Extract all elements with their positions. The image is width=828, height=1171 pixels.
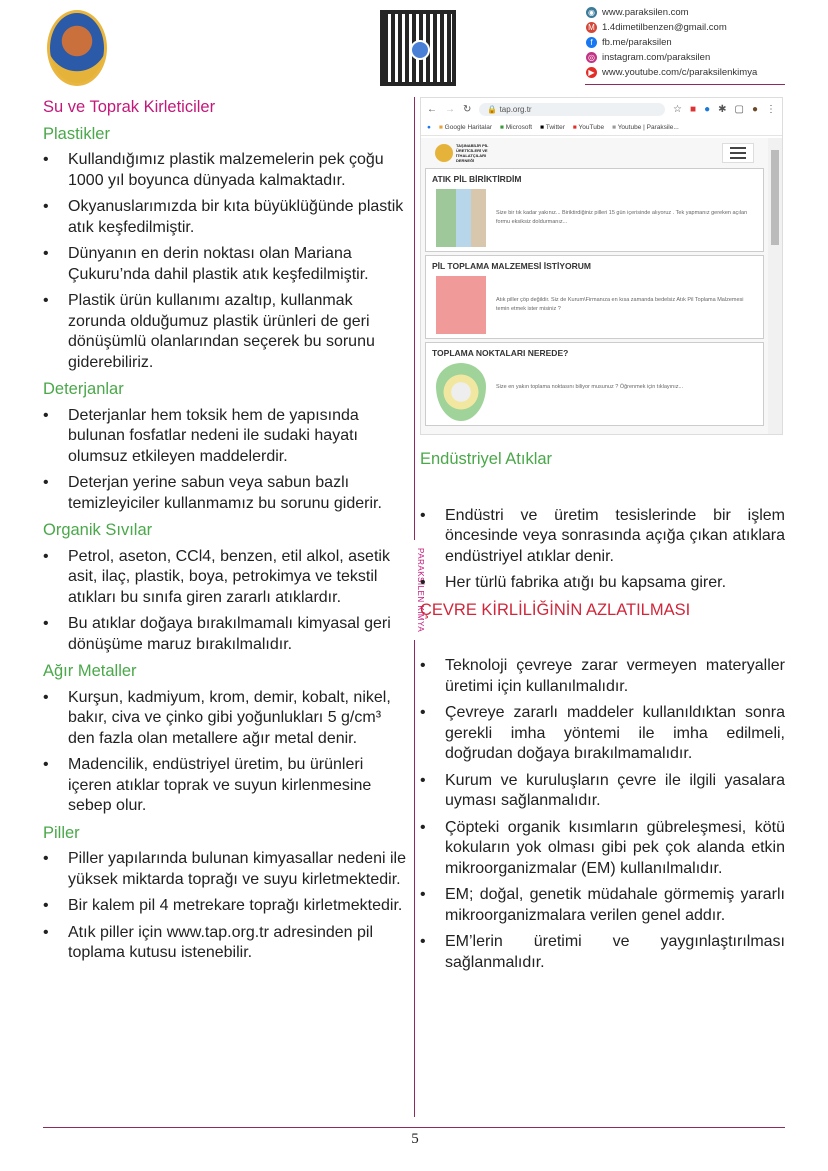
microsoft-icon: ■ <box>500 124 506 131</box>
list-item: • Deterjanlar hem toksik hem de yapısında bulunan fosfatlar nedeni ile sudaki hayatı olumsuz etkileyen maddelerdir. <box>43 406 410 468</box>
list-item: • Bu atıklar doğaya bırakılmamalı kimyasal geri dönüşüme maruz bırakılmalıdır. <box>43 614 410 655</box>
facebook-icon: f <box>586 37 597 48</box>
list-item: • Çöpteki organik kısımların gübreleşmesi, kötü kokuların yok olması gibi pek çok alanda etkin mikroorganizmalar (EM) kullanılmalıdır. <box>420 818 785 880</box>
bookmark-label: Twitter <box>545 124 565 131</box>
bookmarks-bar <box>421 120 782 136</box>
puzzle-icon[interactable]: ✱ <box>718 103 727 115</box>
contact-item[interactable] <box>586 65 757 80</box>
list-item: • Çevreye zararlı maddeler kullanıldıktan sonra gerekli imha yöntemi ile imha edilmeli, doğrudan doğaya bırakılmamalıdır. <box>420 703 785 765</box>
bookmark-item[interactable] <box>439 124 492 131</box>
right-column <box>420 445 785 979</box>
contact-item[interactable] <box>586 20 757 35</box>
url-text: tap.org.tr <box>499 104 532 114</box>
bookmark-item[interactable] <box>612 124 679 131</box>
bullet-list <box>43 547 410 656</box>
bullet-list <box>43 150 410 373</box>
tap-card[interactable] <box>425 255 764 339</box>
bullet-list <box>43 688 410 817</box>
bookmark-label: Google Haritalar <box>444 124 492 131</box>
list-item: • Kurşun, kadmiyum, krom, demir, kobalt, nikel, bakır, civa ve çinko gibi yoğunlukları 5 g/cm³ den fazla olan metallere ağır metal denir. <box>43 688 410 750</box>
bookmark-label: YouTube <box>578 124 605 131</box>
sidepanel-icon[interactable]: ▢ <box>734 103 744 115</box>
gmail-icon: M <box>586 22 597 33</box>
instagram-icon: ◎ <box>586 52 597 63</box>
section-heading: Organik Sıvılar <box>43 521 153 539</box>
web-icon: ◉ <box>586 7 597 18</box>
header-divider <box>585 84 785 85</box>
browser-toolbar <box>421 98 782 120</box>
tap-card[interactable] <box>425 168 764 252</box>
card-title: ATIK PİL BİRİKTİRDİM <box>432 174 522 184</box>
qr-code[interactable] <box>380 10 456 86</box>
bookmark-label: Youtube | Paraksile... <box>617 124 679 131</box>
maps-icon: ■ <box>438 124 445 131</box>
list-item: • EM; doğal, genetik müdahale görmemiş yararlı mikroorganizmalara verilen genel addır. <box>420 885 785 926</box>
bullet-list <box>43 849 410 964</box>
list-item: • Endüstri ve üretim tesislerinde bir işlem öncesinde veya sonrasında açığa çıkan atıklara endüstriyel atıklar denir. <box>420 506 785 568</box>
list-item: • Plastik ürün kullanımı azaltıp, kullanmak zorunda olduğumuz plastik ürünleri de geri dönüşümlü olanlarından seçerek bu sorunu giderebiliriz. <box>43 291 410 373</box>
contact-item[interactable] <box>586 50 757 65</box>
tap-logo: TAŞINABİLİR PİL ÜRETİCİLERİ VE İTHALATÇILARI DERNEĞİ <box>435 143 495 163</box>
list-item: • Okyanuslarımızda bir kıta büyüklüğünde plastik atık keşfedilmiştir. <box>43 197 410 238</box>
x-icon: ■ <box>540 124 546 131</box>
battery-illustration <box>436 189 486 247</box>
left-column <box>43 97 410 970</box>
scrollbar[interactable] <box>768 138 782 434</box>
more-icon[interactable]: ⋮ <box>766 103 776 115</box>
card-title: PİL TOPLAMA MALZEMESİ İSTİYORUM <box>432 261 591 271</box>
bookmark-item[interactable] <box>573 124 604 131</box>
section-heading: Deterjanlar <box>43 380 124 398</box>
page-icon: ■ <box>612 124 618 131</box>
section-heading-red: ÇEVRE KİRLİLİĞİNİN AZLATILMASI <box>420 600 691 619</box>
card-title: TOPLAMA NOKTALARI NEREDE? <box>432 348 569 358</box>
pdf-extension-icon[interactable]: ■ <box>690 103 697 115</box>
card-text: Atık piller çöp değildir. Siz de Kurum\Firmanıza en kısa zamanda bedelsiz Atık Pil Toplama Malzemesi temin etmek ister misiniz ? <box>496 297 744 312</box>
list-item: • Deterjan yerine sabun veya sabun bazlı temizleyiciler kullanmamız bu sorunu giderir. <box>43 473 410 514</box>
tap-card[interactable] <box>425 342 764 426</box>
list-item: • EM’lerin üretimi ve yaygınlaştırılması sağlanmalıdır. <box>420 932 785 973</box>
forward-icon[interactable]: → <box>445 103 455 115</box>
list-item: • Kurum ve kuruluşların çevre ile ilgili yasalara uyması sağlanmalıdır. <box>420 771 785 812</box>
browser-screenshot <box>420 97 783 435</box>
list-item: • Bir kalem pil 4 metrekare toprağı kirletmektedir. <box>43 896 410 917</box>
list-item: • Piller yapılarında bulunan kimyasallar nedeni ile yüksek miktarda toprağı ve suyu kirletmektedir. <box>43 849 410 890</box>
contact-text[interactable]: www.paraksilen.com <box>602 7 689 18</box>
collection-box-illustration <box>436 276 486 334</box>
extension-icon[interactable]: ● <box>704 103 711 115</box>
list-item: • Madencilik, endüstriyel üretim, bu ürünleri içeren atıklar toprak ve suyun kirlenmesine sebep olur. <box>43 755 410 817</box>
hamburger-menu-icon[interactable] <box>722 143 754 163</box>
youtube-icon: ▶ <box>586 67 597 78</box>
section-heading: Ağır Metaller <box>43 662 137 680</box>
back-icon[interactable]: ← <box>427 103 437 115</box>
list-item: • Her türlü fabrika atığı bu kapsama girer. <box>420 573 785 594</box>
list-item: • Kullandığımız plastik malzemelerin pek çoğu 1000 yıl boyunca dünyada kalmaktadır. <box>43 150 410 191</box>
contact-text[interactable]: www.youtube.com/c/paraksilenkimya <box>602 67 758 78</box>
tap-website <box>421 138 768 434</box>
list-item: • Atık piller için www.tap.org.tr adresinden pil toplama kutusu istenebilir. <box>43 923 410 964</box>
contact-item[interactable] <box>586 5 757 20</box>
footer-divider <box>43 1127 785 1128</box>
star-icon[interactable]: ☆ <box>673 103 683 115</box>
vertical-brand-label: PARAKSİLEN KİMYA <box>405 540 425 640</box>
author-avatar <box>47 10 107 86</box>
bullet-list <box>43 406 410 515</box>
location-pin-illustration <box>436 363 486 421</box>
section-heading: Piller <box>43 823 80 842</box>
card-text: Size bir tık kadar yakınız... Biriktirdiğiniz pilleri 15 gün içerisinde alıyoruz . Tek yapmanız gereken açılan formu eksiksiz doldurmanız... <box>496 210 748 225</box>
facebook-icon[interactable]: ● <box>427 124 431 131</box>
reload-icon[interactable]: ↻ <box>463 103 472 115</box>
contact-text[interactable]: instagram.com/paraksilen <box>602 52 711 63</box>
list-item: • Petrol, aseton, CCl4, benzen, etil alkol, asetik asit, ilaç, plastik, boya, petrokimya ve tekstil atıkları bu sınıfa giren zararlı atıklardır. <box>43 547 410 609</box>
page-number: 5 <box>411 1131 419 1147</box>
contact-text[interactable]: 1.4dimetilbenzen@gmail.com <box>602 22 727 33</box>
section-heading: Plastikler <box>43 124 110 143</box>
page-title: Su ve Toprak Kirleticiler <box>43 98 216 116</box>
list-item: • Teknoloji çevreye zarar vermeyen materyaller üretimi için kullanılmalıdır. <box>420 656 785 697</box>
bookmark-item[interactable] <box>500 124 532 131</box>
contact-list <box>586 5 757 80</box>
bookmark-label: Microsoft <box>505 124 533 131</box>
contact-text[interactable]: fb.me/paraksilen <box>602 37 672 48</box>
list-item: • Dünyanın en derin noktası olan Mariana Çukuru’nda dahil plastik atık keşfedilmiştir. <box>43 244 410 285</box>
youtube-icon: ■ <box>572 124 579 131</box>
address-bar[interactable]: 🔒 tap.org.tr <box>479 103 665 116</box>
profile-icon[interactable]: ● <box>751 103 758 115</box>
contact-item[interactable] <box>586 35 757 50</box>
section-heading: Endüstriyel Atıklar <box>420 450 553 468</box>
card-text: Size en yakın toplama noktasını biliyor musunuz ? Öğrenmek için tıklayınız... <box>496 384 684 390</box>
bookmark-item[interactable] <box>540 124 565 131</box>
